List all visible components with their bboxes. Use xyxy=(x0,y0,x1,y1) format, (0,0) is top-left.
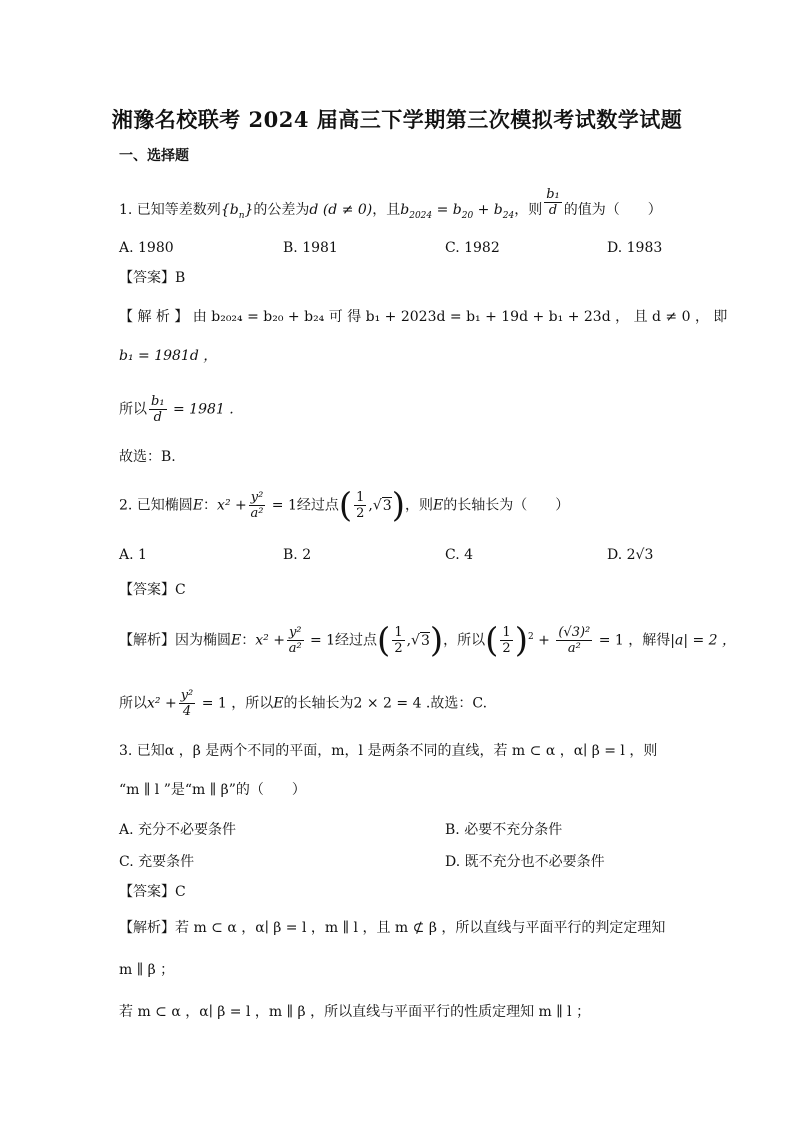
q1-text1: 的公差为 xyxy=(253,202,310,218)
q2-e2: E xyxy=(432,497,444,514)
q1-frac-num: b₁ xyxy=(546,186,560,202)
q2-l2-eq: = 1 ，所以 xyxy=(197,695,274,712)
q2-an-sq-open: ( xyxy=(485,620,499,661)
q2-analysis-line1: 【解析】因为椭圆E：x² + $\frac{\text{y²}}{\text{a²}}$ = 1经过点( $\frac{1}{2}$ ,√3)，所以( $\frac{1}{2}$ )$^2$ + $\frac{\text{(√3)²}}{\text{a²}}$ = 1 ，解得|a| = 2 ， xyxy=(119,620,737,661)
q1-text4: 的值为（ ） xyxy=(563,202,662,218)
q1-option-a[interactable]: A. 1980 xyxy=(119,240,174,256)
q1-equation xyxy=(400,202,515,221)
q2-pt-root: 3 xyxy=(382,497,392,514)
q1-option-b[interactable]: B. 1981 xyxy=(283,240,338,256)
q2-an-sq-num: 1 xyxy=(502,625,511,640)
question-1 xyxy=(119,186,662,226)
q1-eq-sub1: 20 xyxy=(461,210,474,221)
q2-an-root-den: a² xyxy=(567,641,581,656)
q2-an-pt-num: 1 xyxy=(394,625,403,640)
q1-fraction xyxy=(544,187,562,218)
q2-prefix: 2. 已知椭圆 xyxy=(119,497,193,514)
q1-analysis-line2: b₁ = 1981d ， xyxy=(119,348,218,364)
q1-seq-sub: n xyxy=(238,210,245,221)
q1-diff: d (d ≠ 0) xyxy=(309,202,373,218)
q1-answer: 【答案】B xyxy=(119,270,186,286)
q2-colon: ： xyxy=(203,497,218,514)
q2-l2-pre: 所以 xyxy=(119,695,147,712)
q2-l2-num: y² xyxy=(180,688,194,703)
q1-eq-lhs: b xyxy=(400,202,410,218)
q1-text2: ，且 xyxy=(372,202,401,218)
q1-an3-pre: 所以 xyxy=(119,401,147,418)
q1-eq-mid: = b xyxy=(432,202,462,218)
q2-an-pt-den: 2 xyxy=(394,641,403,656)
q3-option-a[interactable]: A. 充分不必要条件 xyxy=(119,822,237,838)
q2-an-sq-frac xyxy=(500,625,512,656)
q2-an-x2: x² + xyxy=(255,632,285,649)
q2-pt-num: 1 xyxy=(356,490,365,505)
q2-eq1: = 1经过点 xyxy=(267,497,339,514)
q2-an-root-num: (√3)² xyxy=(558,625,591,640)
q2-paren-open: ( xyxy=(338,485,353,526)
q2-an-colon: ： xyxy=(241,632,256,649)
q3-option-c[interactable]: C. 充要条件 xyxy=(119,854,195,870)
section-heading: 一、选择题 xyxy=(119,148,189,164)
q1-option-d[interactable]: D. 1983 xyxy=(607,240,663,256)
q2-an-mid: ，所以 xyxy=(443,632,486,649)
q2-y-den: a² xyxy=(250,506,264,521)
q2-an-y-frac xyxy=(287,625,304,656)
q2-an-root-frac xyxy=(556,625,592,656)
q1-seq xyxy=(220,202,254,221)
q1-analysis-line1: 【 解 析 】 由 b₂₀₂₄ = b₂₀ + b₂₄ 可 得 b₁ + 2023d = b₁ + 19d + b₁ + 23d ， 且 d ≠ 0 ， 即 xyxy=(119,309,728,325)
q2-option-c[interactable]: C. 4 xyxy=(445,547,474,563)
q2-an-paren-open: ( xyxy=(377,620,391,661)
q2-analysis-line2 xyxy=(119,688,487,719)
q2-an-sq-den: 2 xyxy=(502,641,511,656)
q2-l2-calc: 2 × 2 = 4 xyxy=(353,695,422,712)
q2-text-end: 的长轴长为（ ） xyxy=(443,497,570,514)
q1-an3-post: = 1981 . xyxy=(168,401,234,418)
q2-option-b[interactable]: B. 2 xyxy=(283,547,312,563)
q3-analysis-line1: 【解析】若 m ⊂ α ，α∣ β = l ，m ∥ l ，且 m ⊄ β ，所以直线与平面平行的判定定理知 xyxy=(119,920,666,936)
q1-text3: ，则 xyxy=(514,202,543,218)
q1-analysis-line3 xyxy=(119,394,234,425)
q2-y-frac xyxy=(249,490,266,521)
q2-an-y-den: a² xyxy=(288,641,302,656)
question-3-line1: 3. 已知α ，β 是两个不同的平面，m，l 是两条不同的直线，若 m ⊂ α ，α∣ β = l ，则 xyxy=(119,743,658,759)
q1-seq-open: {b xyxy=(220,202,239,218)
q1-seq-close: } xyxy=(244,202,254,218)
q2-x2: x² + xyxy=(217,497,247,514)
q2-an-paren-close: ) xyxy=(429,620,444,661)
q2-option-a[interactable]: A. 1 xyxy=(119,547,147,563)
q2-an-sq-exp: 2 xyxy=(527,631,534,642)
q3-analysis-line2: m ∥ β ； xyxy=(119,962,175,978)
q2-an-sq-close: ) xyxy=(514,620,528,661)
q1-prefix: 1. 已知等差数列 xyxy=(119,202,221,218)
q2-an-eq: = 1 ，解得 xyxy=(594,632,671,649)
q2-l2-den: 4 xyxy=(182,704,192,719)
q1-an3-den: d xyxy=(153,410,162,425)
q1-frac-den: d xyxy=(548,202,558,218)
q3-option-b[interactable]: B. 必要不充分条件 xyxy=(445,822,563,838)
q3-option-d[interactable]: D. 既不充分也不必要条件 xyxy=(445,854,605,870)
q2-an-y-num: y² xyxy=(288,625,302,640)
q2-an-e: E xyxy=(231,632,242,649)
q2-paren-close: ) xyxy=(391,485,405,526)
q1-eq-lhs-sub: 2024 xyxy=(409,210,433,221)
q3-answer: 【答案】C xyxy=(119,884,186,900)
page-title: 湘豫名校联考 2024 届高三下学期第三次模拟考试数学试题 xyxy=(111,107,683,132)
q2-e: E xyxy=(192,497,204,514)
q3-analysis-line3: 若 m ⊂ α ，α∣ β = l ，m ∥ β ，所以直线与平面平行的性质定理知 m ∥ l ； xyxy=(119,1004,591,1020)
q1-option-c[interactable]: C. 1982 xyxy=(445,240,500,256)
q2-answer: 【答案】C xyxy=(119,582,186,598)
q1-conclusion: 故选：B. xyxy=(119,449,176,465)
q2-text-after: ，则 xyxy=(404,497,433,514)
q2-option-d[interactable]: D. 2√3 xyxy=(607,547,654,563)
q2-l2-x: x² + xyxy=(147,695,177,712)
q2-an-eq1: = 1经过点 xyxy=(305,632,378,649)
q2-y-num: y² xyxy=(250,490,264,505)
q2-an-pt-frac xyxy=(392,625,404,656)
q1-an3-num: b₁ xyxy=(151,394,165,409)
q2-l2-end: .故选：C. xyxy=(421,695,488,712)
q2-an-pt-root: 3 xyxy=(420,632,430,649)
q2-l2-e: E xyxy=(273,695,284,712)
q2-an-pre: 【解析】因为椭圆 xyxy=(119,632,231,649)
q2-pt-den: 2 xyxy=(356,506,365,521)
question-2: 2. 已知椭圆E：x² + $\frac{\text{y²}}{\text{a²}}$ = 1经过点( $\frac{1}{2}$ ,√3)，则E的长轴长为（ ） xyxy=(119,485,570,526)
q2-l2-post: 的长轴长为 xyxy=(283,695,354,712)
question-3-line2: “m ∥ l ”是“m ∥ β”的（ ） xyxy=(119,782,306,798)
q1-eq-plus: + b xyxy=(473,202,503,218)
q1-eq-sub2: 24 xyxy=(502,210,515,221)
q1-an3-frac xyxy=(149,394,167,425)
q2-l2-frac xyxy=(179,688,196,719)
q2-pt-frac xyxy=(354,490,366,521)
q2-an-abs: |a| = 2 ， xyxy=(670,632,737,649)
